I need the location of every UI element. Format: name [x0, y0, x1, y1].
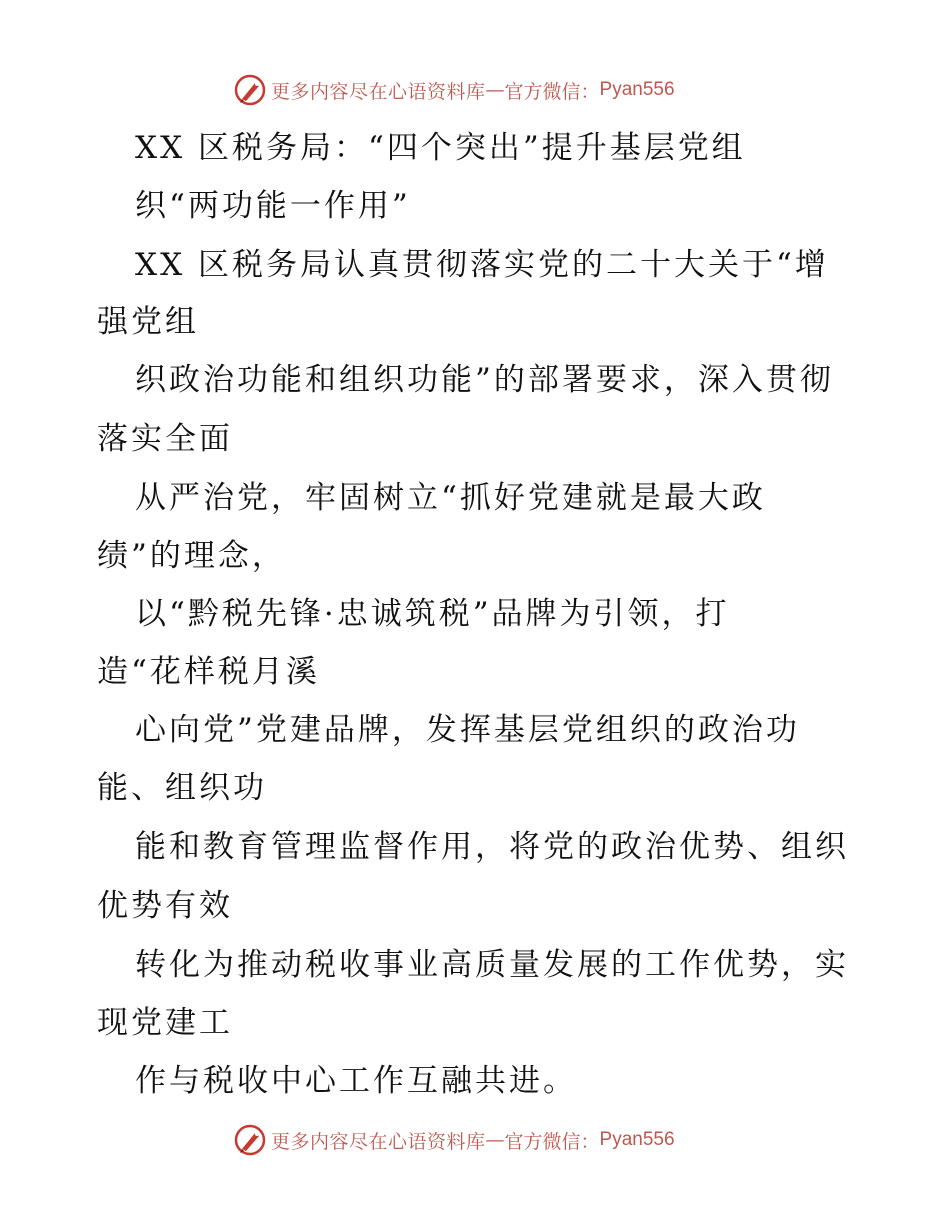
title-line: 织“两功能一作用”	[135, 188, 411, 224]
pen-logo-icon	[233, 73, 267, 107]
body-line: 落实全面	[97, 421, 233, 457]
body-line: 从严治党，牢固树立“抓好党建就是最大政	[135, 480, 766, 516]
body-line: 织政治功能和组织功能”的部署要求，深入贯彻	[135, 362, 834, 398]
body-line: 以“黔税先锋·忠诚筑税”品牌为引领，打	[135, 596, 730, 632]
banner-separator: —	[485, 1129, 505, 1151]
body-line: 能和教育管理监督作用，将党的政治优势、组织	[135, 829, 849, 865]
body-line: 强党组	[97, 304, 199, 340]
banner-separator: —	[485, 79, 505, 101]
banner-slogan: 更多内容尽在心语资料库	[271, 80, 486, 103]
body-line: 转化为推动税收事业高质量发展的工作优势，实	[135, 947, 849, 983]
body-line: 作与税收中心工作互融共进。	[135, 1063, 577, 1099]
header-banner	[233, 72, 675, 108]
footer-banner	[233, 1122, 675, 1158]
body-line: 优势有效	[97, 888, 233, 924]
banner-contact-id: Pyan556	[599, 79, 675, 100]
banner-contact-id: Pyan556	[599, 1129, 675, 1150]
body-line: 能、组织功	[97, 770, 267, 806]
banner-slogan: 更多内容尽在心语资料库	[271, 1130, 486, 1153]
banner-contact-label: 官方微信：	[504, 1130, 600, 1153]
body-line: 绩”的理念，	[97, 538, 286, 574]
title-line: XX 区税务局：“四个突出”提升基层党组	[135, 130, 746, 166]
body-line: 现党建工	[97, 1005, 233, 1041]
pen-logo-icon	[233, 1123, 267, 1157]
banner-contact-label: 官方微信：	[504, 80, 600, 103]
body-line: XX 区税务局认真贯彻落实党的二十大关于“增	[135, 247, 829, 283]
body-line: 造“花样税月溪	[97, 654, 320, 690]
body-line: 心向党”党建品牌，发挥基层党组织的政治功	[135, 712, 800, 748]
